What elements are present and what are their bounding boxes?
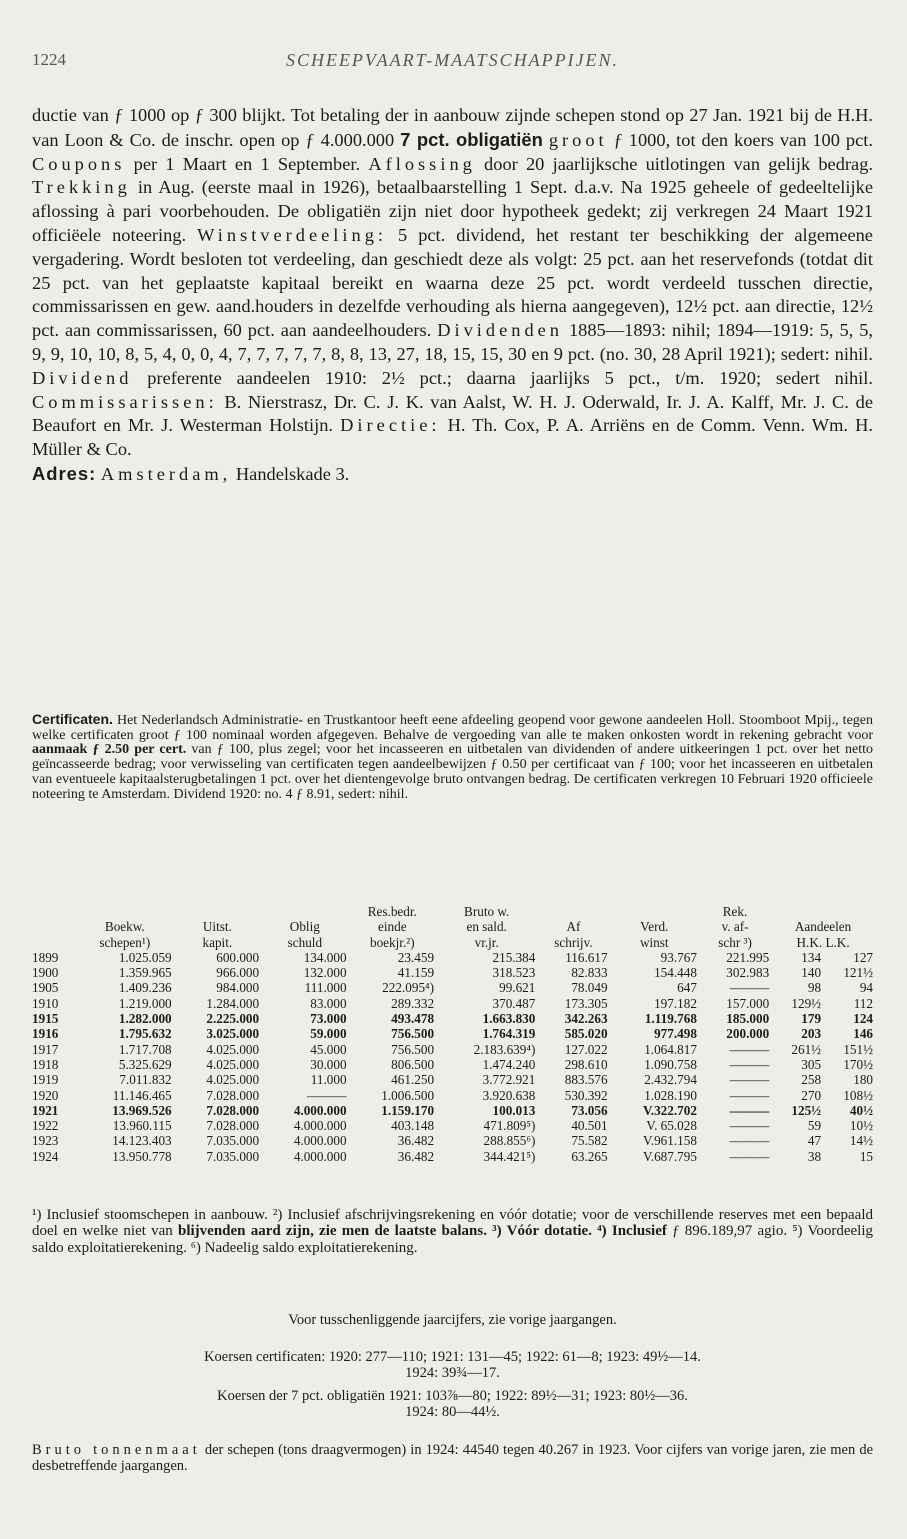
table-cell: 14.123.403 — [112, 1133, 172, 1149]
address-label: Adres: — [32, 462, 97, 484]
table-body — [30, 950, 875, 1164]
text-segment: per 1 Maart en 1 September. — [125, 153, 369, 174]
text-segment: ductie van ƒ 1000 op ƒ 300 blijkt. Tot betaling der in aanbouw zijnde schepen stond op 27 Jan. 1921 bij de H.H. van Loon & Co. de inschr. open op ƒ 4.000.000 — [32, 105, 873, 150]
table-cell: 1.474.240 — [482, 1056, 536, 1072]
bruto-tonnage — [32, 1442, 873, 1474]
table-cell: ——— — [729, 1041, 770, 1057]
table-cell: 1.764.319 — [482, 1026, 536, 1042]
table-cell: 7.028.000 — [206, 1087, 260, 1103]
koersen-obligatien: Koersen der 7 pct. obligatiën 1921: 103⅞—80; 1922: 89½—31; 1923: 80½—36. — [217, 1388, 688, 1404]
table-cell: 38 — [807, 1148, 822, 1164]
table-cell: 1.090.758 — [644, 1056, 697, 1072]
intermediate-years-note: Voor tusschenliggende jaarcijfers, zie vorige jaargangen. — [288, 1312, 617, 1328]
table-cell: 36.482 — [397, 1148, 435, 1164]
table-cell: V.322.702 — [642, 1102, 697, 1118]
table-cell: 530.392 — [564, 1087, 608, 1103]
table-cell: 1.663.830 — [482, 1011, 536, 1027]
table-cell: 1.006.500 — [381, 1087, 435, 1103]
table-cell: 14½ — [849, 1133, 873, 1149]
table-cell: 134.000 — [303, 949, 347, 965]
table-cell: 461.250 — [391, 1072, 435, 1088]
table-cell: 13.969.526 — [112, 1102, 172, 1118]
address-line — [32, 462, 873, 487]
table-row — [30, 1118, 875, 1133]
table-cell: 2.432.794 — [644, 1072, 697, 1088]
certificaten-paragraph — [32, 712, 873, 802]
aflossing-label: Aflossing — [368, 153, 476, 174]
table-cell: 1.119.768 — [644, 1011, 697, 1027]
column-header — [30, 904, 76, 919]
table-cell: 134 — [801, 949, 822, 965]
table-cell: 318.523 — [492, 965, 536, 981]
commissarissen-label: Commissarissen: — [32, 391, 218, 412]
table-cell: 111.000 — [304, 980, 347, 996]
table-cell: 151½ — [843, 1041, 873, 1057]
table-cell: 4.000.000 — [293, 1102, 347, 1118]
column-header — [537, 904, 609, 919]
table-cell: ——— — [729, 1133, 770, 1149]
table-cell: 185.000 — [726, 1011, 770, 1027]
table-cell: 7.035.000 — [206, 1148, 260, 1164]
bond-label: 7 pct. obligatiën — [400, 128, 543, 150]
table-cell: 47 — [807, 1133, 822, 1149]
table-cell: 3.920.638 — [482, 1087, 536, 1103]
column-header: schr ³) — [718, 934, 752, 950]
table-cell: 173.305 — [564, 995, 608, 1011]
table-cell: 93.767 — [660, 949, 697, 965]
table-cell: 647 — [677, 980, 697, 996]
column-header: vr.jr. — [474, 934, 499, 950]
column-header: einde — [378, 919, 407, 935]
financial-table — [30, 904, 875, 1164]
dividend-pref-label: Dividend — [32, 367, 133, 388]
table-cell: 100.013 — [492, 1102, 536, 1118]
table-row — [30, 1057, 875, 1072]
table-cell: 7.035.000 — [206, 1133, 260, 1149]
table-cell: ——— — [729, 1056, 770, 1072]
table-cell: 146 — [853, 1026, 873, 1042]
table-cell: 3.025.000 — [206, 1026, 260, 1042]
table-cell: 585.020 — [564, 1026, 608, 1042]
table-cell: 73.056 — [571, 1102, 608, 1118]
table-cell: 82.833 — [571, 965, 608, 981]
column-header: kapit. — [202, 934, 233, 950]
column-header: Bruto w. — [464, 904, 510, 919]
column-header — [610, 904, 699, 919]
table-row — [30, 950, 875, 965]
table-cell: 966.000 — [216, 965, 260, 981]
column-header: Rek. — [722, 904, 748, 919]
table-cell: 11.146.465 — [112, 1087, 172, 1103]
text-segment: van ƒ 100, plus zegel; voor het incasseeren en uitbetalen van dividenden of andere uitkeeringen 1 pct. over het netto geïncasseerde bedrag; voor verwisseling van certificaten tegen aandeelbewijzen ƒ 0.50 per certificaat van ƒ 100; voor het incasseeren en uitbetalen van eventueele kapitaalsterugbetalingen 1 pct. over het dientengevolge bruto ontvangen bedrag. De certificaten verkregen 10 Februari 1920 officieele noteering te Amsterdam. Dividend 1920: no. 4 ƒ 8.91, sedert: nihil. — [32, 742, 873, 802]
table-cell: 73.000 — [310, 1011, 347, 1027]
table-row — [30, 1042, 875, 1057]
table-cell: 1.282.000 — [118, 1011, 172, 1027]
table-cell: 78.049 — [571, 980, 608, 996]
table-cell: 125½ — [791, 1102, 822, 1118]
table-cell: 30.000 — [310, 1056, 347, 1072]
table-cell: 10½ — [849, 1118, 873, 1134]
table-cell: 45.000 — [310, 1041, 347, 1057]
column-header — [771, 904, 875, 919]
header-row — [30, 919, 875, 934]
text-segment: B. Nierstrasz, Dr. C. J. K. van Aalst, W. H. J. Oderwald, Ir. J. A. Kalff, Mr. J. C. de Beaufort en Mr. J. Westerman Holstijn. — [32, 391, 873, 436]
address-city: Amsterdam, — [100, 463, 232, 484]
header-row — [30, 904, 875, 919]
table-cell: 112 — [853, 995, 873, 1011]
table-row — [30, 996, 875, 1011]
column-header — [30, 935, 76, 950]
table-cell: 4.025.000 — [206, 1056, 260, 1072]
table-cell: 83.000 — [310, 995, 347, 1011]
table-cell: 883.576 — [564, 1072, 608, 1088]
column-header: Oblig — [289, 919, 320, 935]
table-cell: 403.148 — [391, 1118, 435, 1134]
table-cell: 2.225.000 — [206, 1011, 260, 1027]
footnotes — [32, 1207, 873, 1256]
table-header — [30, 904, 875, 950]
table-cell: 977.498 — [654, 1026, 697, 1042]
table-cell: 1.025.059 — [118, 949, 172, 965]
text-segment: der schepen (tons draagvermogen) in 1924: 44540 tegen 40.267 in 1923. Voor cijfers van vorige jaren, zie men de desbetreffende jaargangen. — [32, 1442, 874, 1474]
certificaten-label: Certificaten. — [32, 711, 113, 727]
column-header: boekjr.²) — [369, 934, 415, 950]
table-cell: 1.409.236 — [118, 980, 172, 996]
table-cell: 298.610 — [564, 1056, 608, 1072]
table-cell: 108½ — [843, 1087, 873, 1103]
text-segment: in Aug. (eerste maal in 1926), betaalbaarstelling 1 Sept. d.a.v. Na 1925 geheele of gedeeltelijke aflossing à pari voorbehouden. De obligatiën zijn niet door hypotheek gedekt; zij verkregen 24 Maart 1921 officiëele noteering. — [32, 177, 873, 245]
text-segment: Het Nederlandsch Administratie- en Trustkantoor heeft eene afdeeling geopend voor gewone aandeelen Holl. Stoomboot Mpij., tegen welke certificaten groot ƒ 100 nominaal worden afgegeven. Behalve de vergoeding van alle te maken onkosten wordt in rekening gebracht voor — [32, 713, 873, 743]
table-cell: 493.478 — [391, 1011, 435, 1027]
table-cell: 302.983 — [726, 965, 770, 981]
table-cell: 63.265 — [571, 1148, 608, 1164]
column-header — [76, 904, 174, 919]
column-header: Af — [566, 919, 581, 935]
table-cell: 215.384 — [492, 949, 536, 965]
table-cell: 129½ — [791, 995, 822, 1011]
table-row — [30, 1072, 875, 1087]
column-header — [174, 904, 261, 919]
table-cell: 1900 — [32, 965, 59, 981]
table-cell: 157.000 — [726, 995, 770, 1011]
table-cell: ——— — [729, 1102, 770, 1118]
main-paragraph — [32, 104, 873, 462]
text-segment: preferente aandeelen 1910: 2½ pct.; daarna jaarlijks 5 pct., t/m. 1920; sedert nihil. — [132, 367, 873, 388]
table-cell: 756.500 — [391, 1026, 435, 1042]
table-cell: 200.000 — [726, 1026, 770, 1042]
text-segment: ƒ 896.189,97 agio. ⁵) Voordeelig saldo exploitatierekening. ⁶) Nadeelig saldo exploitatierekening. — [32, 1223, 873, 1256]
page-header — [32, 50, 873, 74]
table-cell: 203 — [801, 1026, 822, 1042]
table-cell: 11.000 — [310, 1072, 347, 1088]
directie-label: Directie: — [340, 415, 441, 436]
table-cell: 36.482 — [397, 1133, 435, 1149]
text-segment: door 20 jaarlijksche uitlotingen van gelijk bedrag. — [475, 153, 873, 174]
table-row — [30, 1011, 875, 1026]
table-cell: 7.028.000 — [206, 1102, 260, 1118]
table-cell: 4.025.000 — [206, 1041, 260, 1057]
table-cell: 23.459 — [397, 949, 435, 965]
table-cell: 15 — [859, 1148, 873, 1164]
table-row — [30, 1133, 875, 1148]
dividenden-label: Dividenden — [437, 320, 564, 341]
column-header: winst — [639, 934, 669, 950]
company-description — [32, 104, 873, 487]
table-cell: 179 — [801, 1011, 822, 1027]
table-cell: V.687.795 — [642, 1148, 697, 1164]
table-cell: 7.011.832 — [119, 1072, 172, 1088]
table-cell: 4.000.000 — [293, 1148, 347, 1164]
table-cell: 270 — [801, 1087, 822, 1103]
table-cell: 75.582 — [571, 1133, 608, 1149]
column-header: H.K. L.K. — [796, 934, 850, 950]
table-cell: 984.000 — [216, 980, 260, 996]
table-cell: 1.028.190 — [644, 1087, 697, 1103]
table-cell: 5.325.629 — [118, 1056, 172, 1072]
coupons-label: Coupons — [32, 153, 126, 174]
table-cell: 154.448 — [654, 965, 697, 981]
table-cell: 116.617 — [565, 949, 608, 965]
table-cell: 305 — [801, 1056, 822, 1072]
column-header: Aandeelen — [794, 919, 852, 935]
column-header: schuld — [287, 934, 323, 950]
table-cell: 40½ — [849, 1102, 873, 1118]
table-cell: 2.183.639⁴) — [473, 1041, 536, 1057]
table-cell: 1.159.170 — [381, 1102, 435, 1118]
table-cell: 1.795.632 — [118, 1026, 172, 1042]
table-cell: ——— — [729, 1072, 770, 1088]
table-cell: 756.500 — [391, 1041, 435, 1057]
text-segment: H. Th. Cox, P. A. Arriëns en de Comm. Venn. Wm. H. Müller & Co. — [32, 415, 873, 460]
table-cell: 99.621 — [499, 980, 536, 996]
table-cell: 261½ — [791, 1041, 822, 1057]
table-cell: ——— — [729, 1087, 770, 1103]
table-cell: 4.025.000 — [206, 1072, 260, 1088]
table-cell: 59.000 — [310, 1026, 347, 1042]
running-title: SCHEEPVAART-MAATSCHAPPIJEN. — [285, 50, 620, 70]
table-cell: 1915 — [32, 1011, 59, 1027]
table-row — [30, 965, 875, 980]
table-cell: 98 — [807, 980, 822, 996]
table-cell: 41.159 — [397, 965, 435, 981]
bruto-label: Bruto tonnenmaat — [32, 1442, 201, 1458]
column-header: en sald. — [466, 919, 507, 935]
table-cell: 370.487 — [492, 995, 536, 1011]
koersen-obligatien-1924: 1924: 80—44½. — [405, 1404, 500, 1420]
table-cell: 1910 — [32, 995, 59, 1011]
table-cell: 1921 — [32, 1102, 59, 1118]
table-cell: 344.421⁵) — [483, 1148, 536, 1164]
table-cell: 471.809⁵) — [483, 1118, 536, 1134]
groot-label: groot — [548, 129, 608, 150]
table-cell: 1920 — [32, 1087, 59, 1103]
table-cell: 222.095⁴) — [382, 980, 435, 996]
table-cell: 258 — [801, 1072, 822, 1088]
table-cell: 1918 — [32, 1056, 59, 1072]
table-cell: 140 — [801, 965, 822, 981]
text-segment: blijvenden aard zijn, zie men de laatste balans. ³) Vóór dotatie. ⁴) Inclusief — [178, 1223, 667, 1240]
table-cell: 59 — [807, 1118, 822, 1134]
table-cell: 1.284.000 — [206, 995, 260, 1011]
table-cell: 806.500 — [391, 1056, 435, 1072]
table-cell: 124 — [853, 1011, 873, 1027]
winstverdeeling-label: Winstverdeeling: — [197, 224, 388, 245]
table-cell: 127 — [853, 949, 873, 965]
table-cell: ——— — [729, 1148, 770, 1164]
table-cell: 4.000.000 — [293, 1118, 347, 1134]
column-header: Boekw. — [104, 919, 145, 935]
table-cell: ——— — [729, 980, 770, 996]
address-street: Handelskade 3. — [231, 463, 350, 484]
table-row — [30, 1149, 875, 1164]
table-row — [30, 1026, 875, 1041]
table-cell: 1905 — [32, 980, 59, 996]
column-header: Verd. — [640, 919, 669, 935]
column-header — [261, 904, 348, 919]
table-cell: 1917 — [32, 1041, 59, 1057]
table-cell: 94 — [859, 980, 873, 996]
table-cell: 13.960.115 — [112, 1118, 172, 1134]
table-cell: 600.000 — [216, 949, 260, 965]
table-cell: 1899 — [32, 949, 59, 965]
table-cell: 127.022 — [564, 1041, 608, 1057]
table-cell: 288.855⁶) — [483, 1133, 536, 1149]
text-segment: ƒ 1000, tot den koers van 100 pct. — [607, 129, 873, 150]
footnote-paragraph — [32, 1207, 873, 1256]
column-header: schepen¹) — [99, 934, 151, 950]
table-cell: 1.219.000 — [118, 995, 172, 1011]
table-cell: 197.182 — [654, 995, 697, 1011]
aanmaak-fee: aanmaak ƒ 2.50 per cert. — [32, 742, 187, 758]
page-number: 1224 — [32, 50, 66, 69]
certificaten-section — [32, 712, 873, 802]
koersen-certificaten-1924: 1924: 39¾—17. — [405, 1365, 500, 1381]
table-cell: 3.772.921 — [482, 1072, 536, 1088]
table-cell: V.961.158 — [642, 1133, 697, 1149]
table-cell: 1919 — [32, 1072, 59, 1088]
table-cell: 132.000 — [303, 965, 347, 981]
table-cell: 13.950.778 — [112, 1148, 172, 1164]
table-cell: 121½ — [843, 965, 873, 981]
table-cell: 7.028.000 — [206, 1118, 260, 1134]
table-cell: 1922 — [32, 1118, 59, 1134]
table-cell: 1923 — [32, 1133, 59, 1149]
column-header: schrijv. — [554, 934, 593, 950]
table-row — [30, 980, 875, 995]
table-cell: 1.359.965 — [118, 965, 172, 981]
column-header: Res.bedr. — [367, 904, 417, 919]
table-cell: 1916 — [32, 1026, 59, 1042]
table-cell: 1924 — [32, 1148, 59, 1164]
table-cell: 180 — [853, 1072, 873, 1088]
text-segment: ¹) Inclusief stoomschepen in aanbouw. ²) Inclusief afschrijvingsrekening en vóór dotatie; voor de verschillende reserves met een bepaald doel en welke niet van — [32, 1207, 873, 1240]
text-segment: 1885—1893: nihil; 1894—1919: 5, 5, 5, 9, 9, 10, 10, 8, 5, 4, 0, 0, 4, 7, 7, 7, 7, 7, 8, 8, 13, 27, 18, 15, 15, 30 en 9 pct. (no. 30, 28 April 1921); sedert: nihil. — [32, 320, 874, 364]
table-cell: 221.995 — [726, 949, 770, 965]
table-row — [30, 1088, 875, 1103]
trekking-label: Trekking — [32, 177, 131, 198]
column-header: v. af- — [721, 919, 749, 935]
table-cell: ——— — [307, 1087, 347, 1103]
table-cell: ——— — [729, 1118, 770, 1134]
column-header — [30, 919, 76, 934]
table-cell: 342.263 — [564, 1011, 608, 1027]
table-cell: 289.332 — [391, 995, 435, 1011]
table-cell: 1.064.817 — [644, 1041, 697, 1057]
table-cell: V. 65.028 — [646, 1118, 697, 1134]
table-cell: 4.000.000 — [293, 1133, 347, 1149]
text-segment: 5 pct. dividend, het restant ter beschikking der algemeene vergadering. Wordt besloten tot verdeeling, dan geschiedt deze als volgt: 25 pct. aan het reservefonds (totdat dit 25 pct. van het geplaatste kapitaal bereikt en waarna deze 25 pct. wordt verdeeld tusschen directie, commissarissen en gew. aand.houders in dezelfde verhouding als hierna aangegeven), 12½ pct. aan directie, 12½ pct. aan commissarissen, 60 pct. aan aandeelhouders. — [32, 224, 873, 341]
column-header: Uitst. — [202, 919, 232, 935]
koersen-certificaten: Koersen certificaten: 1920: 277—110; 1921: 131—45; 1922: 61—8; 1923: 49½—14. — [204, 1349, 701, 1365]
table-cell: 1.717.708 — [118, 1041, 172, 1057]
header-row — [30, 935, 875, 950]
table-row — [30, 1103, 875, 1118]
table-cell: 170½ — [843, 1056, 873, 1072]
table-cell: 40.501 — [571, 1118, 608, 1134]
